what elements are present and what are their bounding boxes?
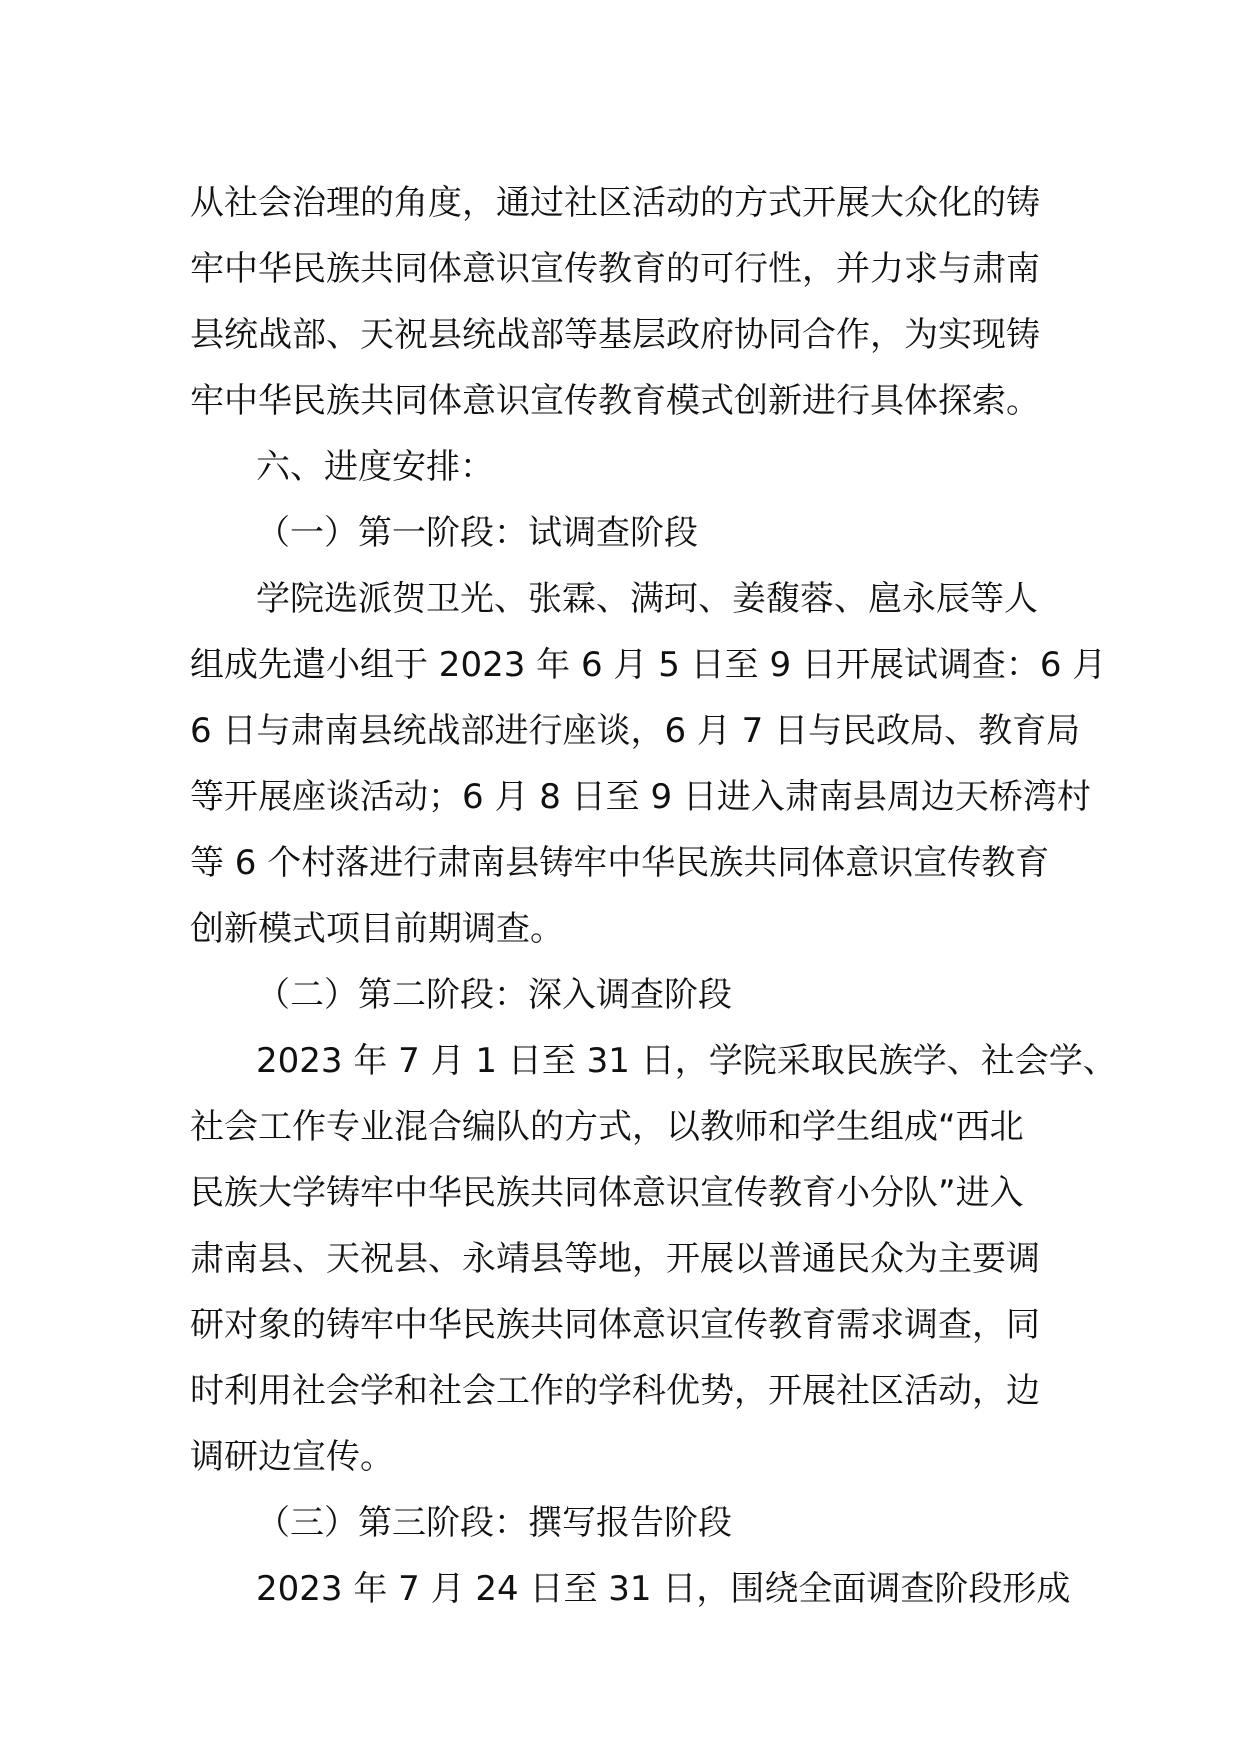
paragraph-line: 牢中华民族共同体意识宣传教育模式创新进行具体探索。 xyxy=(190,381,1040,421)
paragraph-line: 组成先遣小组于 2023 年 6 月 5 日至 9 日开展试调查：6 月 xyxy=(190,645,1107,685)
paragraph-line: 牢中华民族共同体意识宣传教育的可行性，并力求与肃南 xyxy=(190,249,1040,289)
paragraph-line: 等 6 个村落进行肃南县铸牢中华民族共同体意识宣传教育 xyxy=(190,843,1050,883)
subsection-heading: （一）第一阶段：试调查阶段 xyxy=(256,513,698,553)
paragraph-line: 等开展座谈活动；6 月 8 日至 9 日进入肃南县周边天桥湾村 xyxy=(190,777,1091,817)
paragraph-line: 时利用社会学和社会工作的学科优势，开展社区活动，边 xyxy=(190,1371,1040,1411)
subsection-heading: （二）第二阶段：深入调查阶段 xyxy=(256,975,732,1015)
paragraph-line: 学院选派贺卫光、张霖、满珂、姜馥蓉、扈永辰等人 xyxy=(256,579,1038,619)
paragraph-line: 县统战部、天祝县统战部等基层政府协同合作，为实现铸 xyxy=(190,315,1040,355)
paragraph-line: 从社会治理的角度，通过社区活动的方式开展大众化的铸 xyxy=(190,183,1040,223)
paragraph-line: 肃南县、天祝县、永靖县等地，开展以普通民众为主要调 xyxy=(190,1239,1040,1279)
paragraph-line: 2023 年 7 月 24 日至 31 日，围绕全面调查阶段形成 xyxy=(256,1569,1071,1609)
paragraph-line: 调研边宣传。 xyxy=(190,1437,394,1477)
paragraph-line: 创新模式项目前期调查。 xyxy=(190,909,564,949)
paragraph-line: 2023 年 7 月 1 日至 31 日，学院采取民族学、社会学、 xyxy=(256,1041,1117,1081)
paragraph-line: 民族大学铸牢中华民族共同体意识宣传教育小分队”进入 xyxy=(190,1173,1024,1213)
section-heading: 六、进度安排： xyxy=(256,447,494,487)
subsection-heading: （三）第三阶段：撰写报告阶段 xyxy=(256,1503,732,1543)
paragraph-line: 6 日与肃南县统战部进行座谈，6 月 7 日与民政局、教育局 xyxy=(190,711,1081,751)
paragraph-line: 研对象的铸牢中华民族共同体意识宣传教育需求调查，同 xyxy=(190,1305,1040,1345)
body-text xyxy=(190,170,1117,1622)
paragraph-line: 社会工作专业混合编队的方式，以教师和学生组成“西北 xyxy=(190,1107,1024,1147)
